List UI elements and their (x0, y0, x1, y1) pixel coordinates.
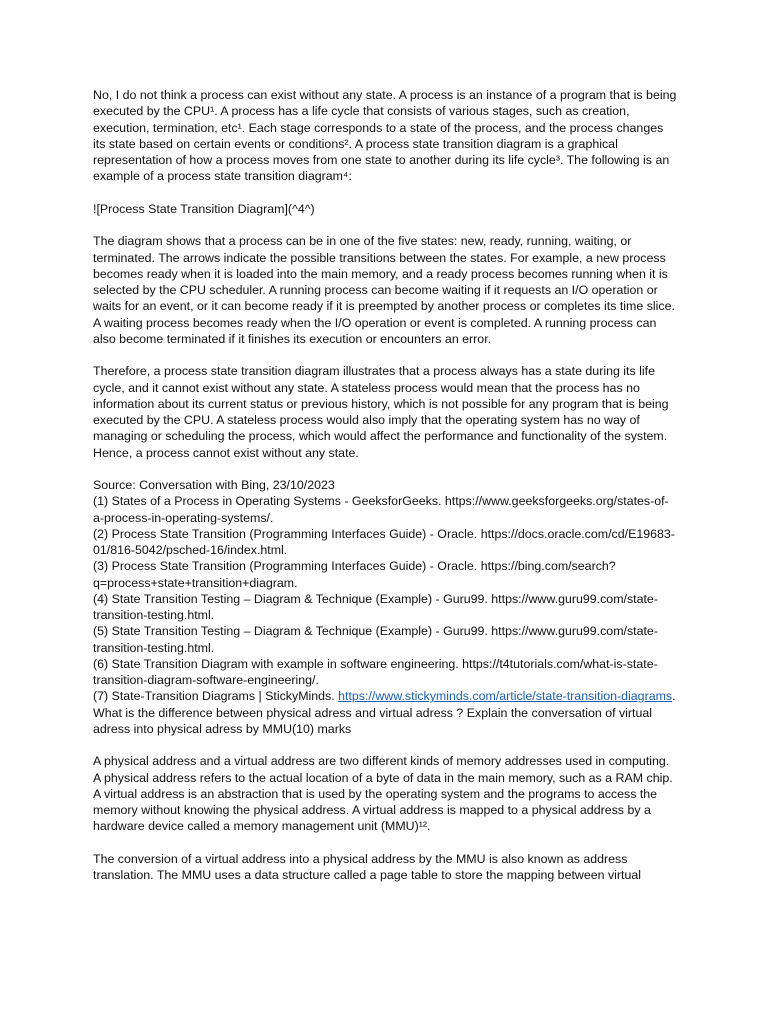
answer2-para2: The conversion of a virtual address into a physical address by the MMU is also known as address translation. The MMU uses a data structure called a page table to store the mapping between virtual (93, 851, 642, 882)
answer2-para1: A physical address and a virtual address are two different kinds of memory addresses used in computing. A physical address refers to the actual location of a byte of data in the main memory, such as a RAM chip. A virtual address is an abstraction that is used by the operating system and the programs to access the memory without knowing the physical address. A virtual address is mapped to a physical address by a hardware device called a memory management unit (MMU)¹². (93, 754, 673, 834)
stickyminds-link[interactable]: https://www.stickyminds.com/article/state-transition-diagrams (338, 689, 673, 704)
answer1-intro: No, I do not think a process can exist without any state. A process is an instance of a program that is being executed by the CPU¹. A process has a life cycle that consists of various stages, such as creation, execution, termination, etc¹. Each stage corresponds to a state of the process, and the process changes its state based on certain events or conditions². A process state transition diagram is a graphical representation of how a process moves from one state to another during its life cycle³. The following is an example of a process state transition diagram⁴: (93, 88, 677, 184)
paragraph-gap (93, 737, 678, 753)
source-item-7 (93, 688, 678, 704)
paragraph-gap (93, 461, 678, 477)
source-item-2: (2) Process State Transition (Programming Interfaces Guide) - Oracle. https://docs.oracle.com/cd/E19683-01/816-5042/psched-16/index.html. (93, 526, 675, 557)
source-item-4: (4) State Transition Testing – Diagram & Technique (Example) - Guru99. https://www.guru99.com/state-transition-testing.html. (93, 591, 658, 622)
sources-header: Source: Conversation with Bing, 23/10/2023 (93, 478, 335, 492)
diagram-explanation: The diagram shows that a process can be in one of the five states: new, ready, running, waiting, or terminated. The arrows indicate the possible transitions between the states. For example, a new process becomes ready when it is loaded into the main memory, and a ready process becomes running when it is selected by the CPU scheduler. A running process can become waiting if it requests an I/O operation or waits for an event, or it can become ready if it is preempted by another process or completes its time slice. A waiting process becomes ready when the I/O operation or event is completed. A running process can also become terminated if it finishes its execution or encounters an error. (93, 234, 675, 346)
source-item-7-suffix: . (672, 689, 676, 704)
paragraph-gap (93, 835, 678, 851)
paragraph-gap (93, 185, 678, 201)
source-item-1: (1) States of a Process in Operating Systems - GeeksforGeeks. https://www.geeksforgeeks.org/states-of-a-process-in-operating-systems/. (93, 494, 669, 525)
paragraph-gap (93, 217, 678, 233)
source-item-3: (3) Process State Transition (Programming Interfaces Guide) - Oracle. https://bing.com/search?q=process+state+transition+diagram. (93, 559, 616, 590)
source-item-7-prefix: (7) State-Transition Diagrams | StickyMinds. (93, 689, 339, 704)
source-item-5: (5) State Transition Testing – Diagram & Technique (Example) - Guru99. https://www.guru99.com/state-transition-testing.html. (93, 624, 658, 655)
question2: What is the difference between physical adress and virtual adress ? Explain the conversation of virtual adress into physical adress by MMU(10) marks (93, 705, 653, 736)
source-item-6: (6) State Transition Diagram with example in software engineering. https://t4tutorials.com/what-is-state-transition-diagram-software-engineering/. (93, 656, 658, 687)
sources-list (93, 477, 678, 705)
paragraph-gap (93, 347, 678, 363)
answer1-conclusion: Therefore, a process state transition diagram illustrates that a process always has a state during its life cycle, and it cannot exist without any state. A stateless process would mean that the process has no information about its current status or previous history, which is not possible for any program that is being executed by the CPU. A stateless process would also imply that the operating system has no way of managing or scheduling the process, which would affect the performance and functionality of the system. Hence, a process cannot exist without any state. (93, 364, 669, 460)
document-page (93, 87, 678, 883)
image-placeholder-text: ![Process State Transition Diagram](^4^) (93, 201, 315, 216)
